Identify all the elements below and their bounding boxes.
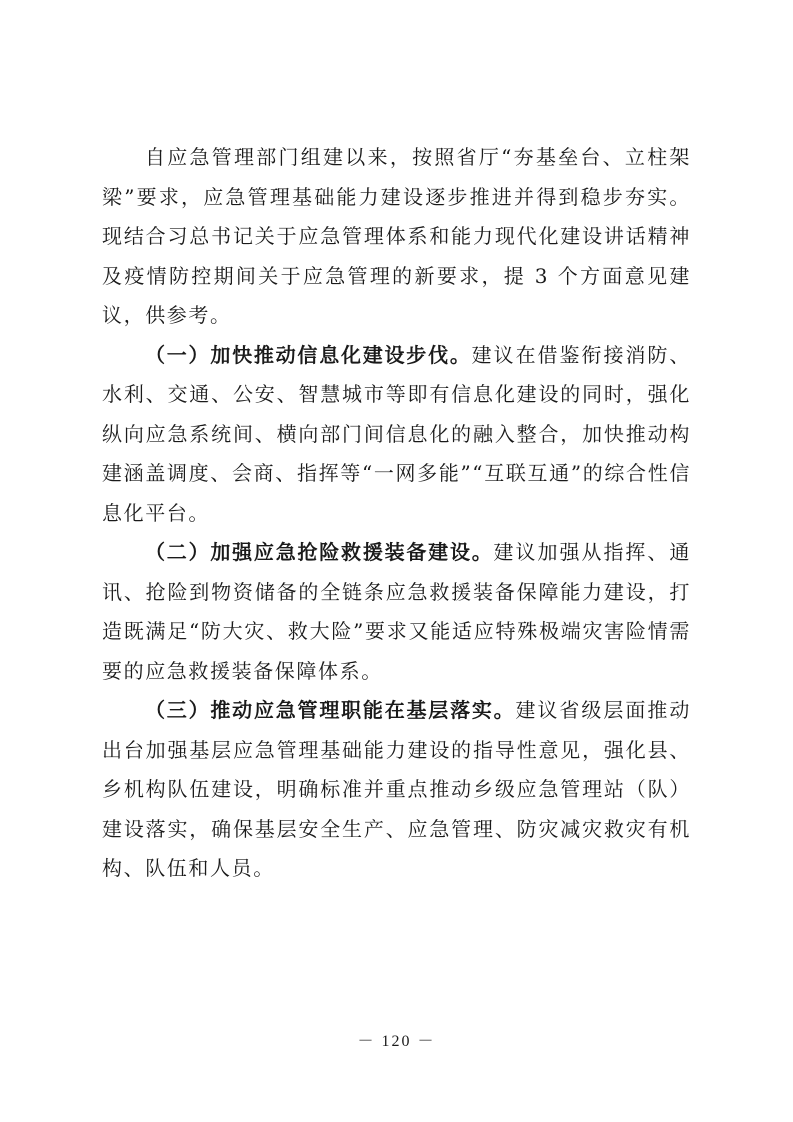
section-1-text: 建议在借鉴衔接消防、水利、交通、公安、智慧城市等即有信息化建设的同时，强化纵向应急系统间、横向部门间信息化的融入整合，加快推动构建涵盖调度、会商、指挥等“一网多能”“互联互通”的综合性信息化平台。 xyxy=(102,342,691,525)
section-1-paragraph xyxy=(102,336,691,534)
section-3-heading: （三）推动应急管理职能在基层落实。 xyxy=(145,698,516,722)
section-2-text: 建议加强从指挥、通讯、抢险到物资储备的全链条应急救援装备保障能力建设，打造既满足“防大灾、救大险”要求又能适应特殊极端灾害险情需要的应急救援装备保障体系。 xyxy=(102,540,691,683)
page-number: － 120 － xyxy=(357,1033,436,1050)
section-3-paragraph xyxy=(102,691,691,889)
section-3-text: 建议省级层面推动出台加强基层应急管理基础能力建设的指导性意见，强化县、乡机构队伍建设，明确标准并重点推动乡级应急管理站（队）建设落实，确保基层安全生产、应急管理、防灾减灾救灾有机构、队伍和人员。 xyxy=(102,698,691,880)
intro-paragraph: 自应急管理部门组建以来，按照省厅“夯基垒台、立柱架梁”要求，应急管理基础能力建设逐步推进并得到稳步夯实。现结合习总书记关于应急管理体系和能力现代化建设讲话精神及疫情防控期间关于应急管理的新要求，提 3 个方面意见建议，供参考。 xyxy=(102,145,691,327)
document-body xyxy=(102,138,691,889)
section-2-paragraph xyxy=(102,533,691,691)
section-2-heading: （二）加强应急抢险救援装备建设。 xyxy=(145,540,494,564)
section-1-heading: （一）加快推动信息化建设步伐。 xyxy=(145,342,472,367)
